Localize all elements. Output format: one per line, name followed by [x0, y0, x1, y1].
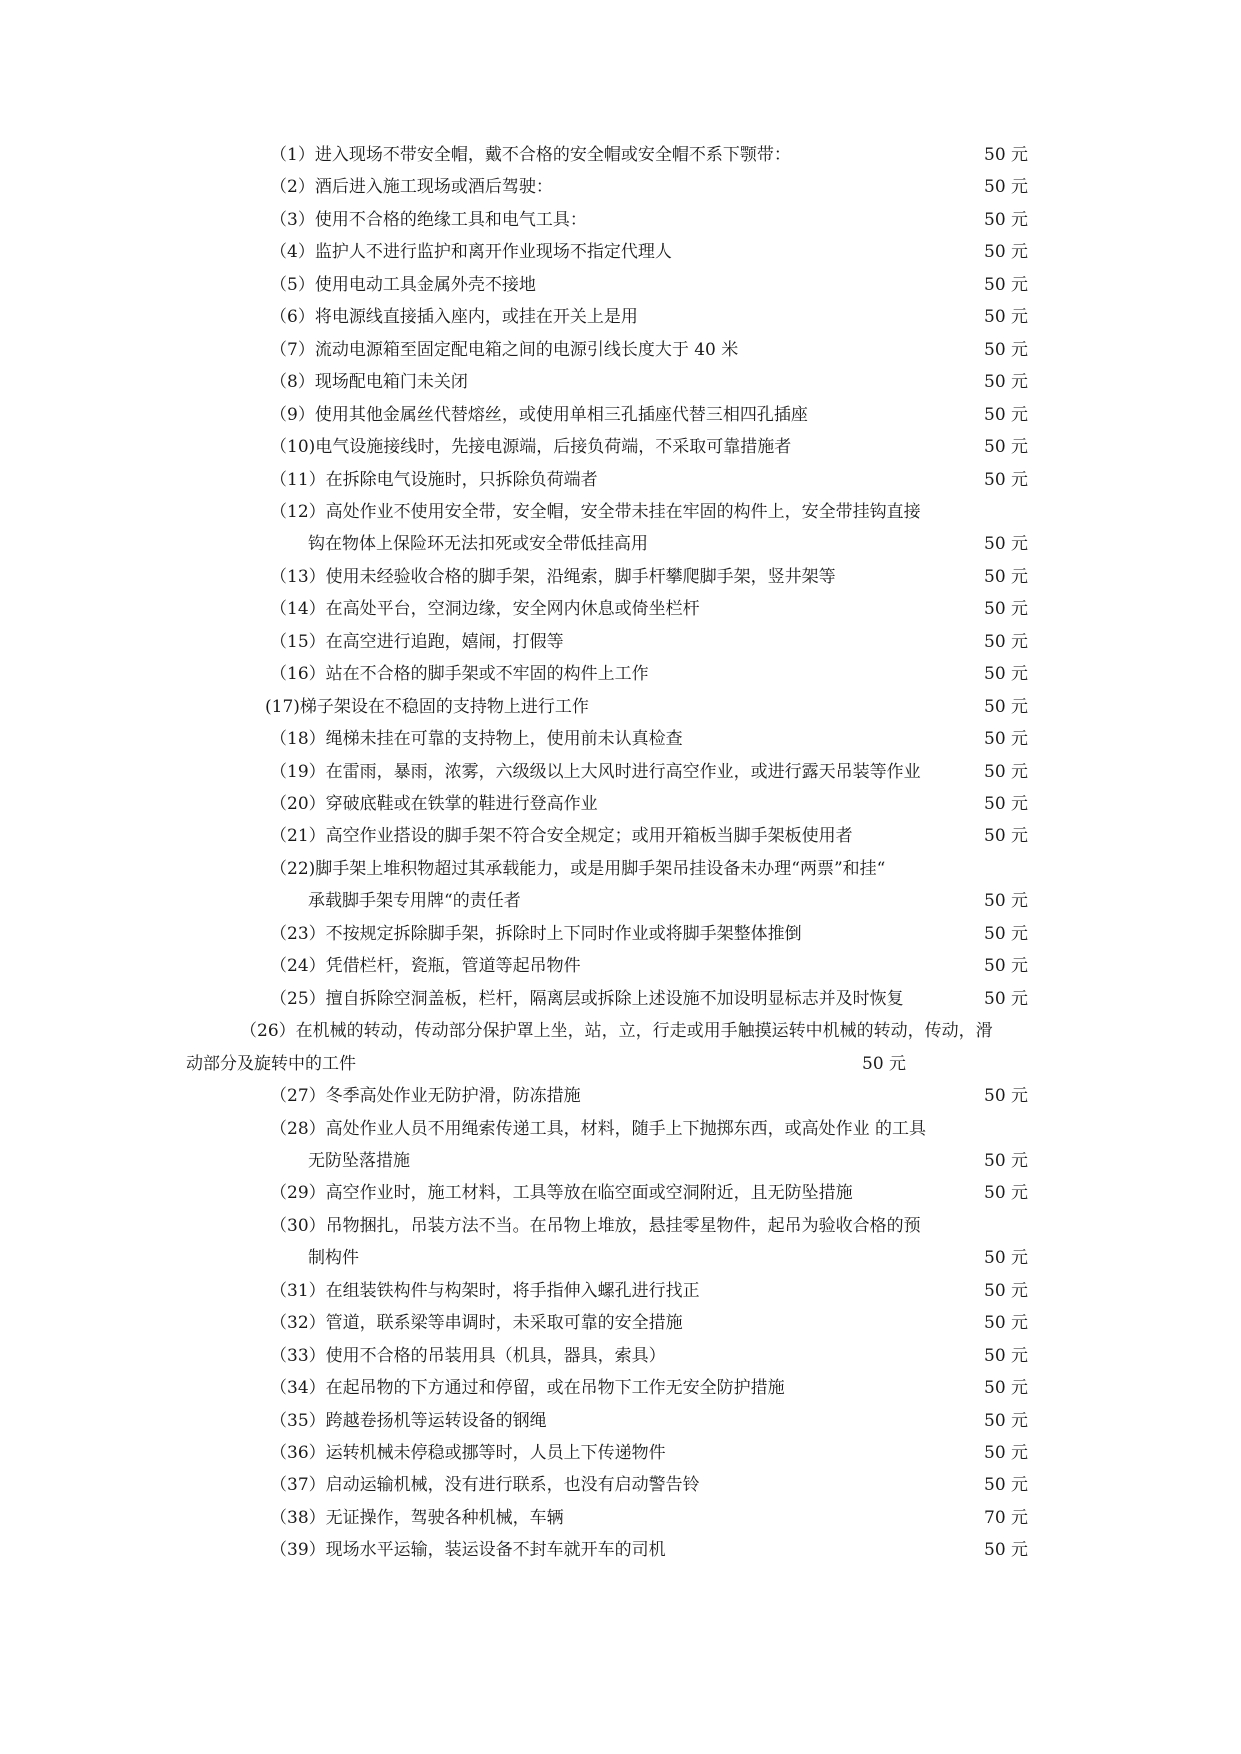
- rule-fine: 50 元: [984, 566, 1029, 587]
- rule-fine: 50 元: [984, 729, 1029, 750]
- rule-text: （16）站在不合格的脚手架或不牢固的构件上工作: [270, 664, 649, 685]
- rule-fine: 50 元: [984, 469, 1029, 490]
- rule-text: （11）在拆除电气设施时，只拆除负荷端者: [270, 469, 598, 490]
- rule-text: （15）在高空进行追跑，嬉闹，打假等: [270, 631, 564, 652]
- rule-fine: 50 元: [984, 339, 1029, 360]
- rule-fine: 50 元: [984, 1280, 1029, 1301]
- rule-fine: 50 元: [984, 923, 1029, 944]
- rule-text: （23）不按规定拆除脚手架，拆除时上下同时作业或将脚手架整体推倒: [270, 923, 802, 944]
- rule-text: (17)梯子架设在不稳固的支持物上进行工作: [265, 696, 589, 717]
- rule-fine: 50 元: [984, 437, 1029, 458]
- rule-fine: 50 元: [984, 1183, 1029, 1204]
- rule-text: （36）运转机械未停稳或挪等时，人员上下传递物件: [270, 1443, 666, 1463]
- rule-text: （22)脚手架上堆积物超过其承载能力，或是用脚手架吊挂设备未办理“两票”和挂“: [270, 858, 886, 879]
- rule-text: （29）高空作业时，施工材料，工具等放在临空面或空洞附近，且无防坠措施: [270, 1183, 853, 1204]
- rule-text: （24）凭借栏杆，瓷瓶，管道等起吊物件: [270, 956, 581, 977]
- rule-fine: 50 元: [984, 534, 1029, 555]
- rule-text: （25）擅自拆除空洞盖板，栏杆，隔离层或拆除上述设施不加设明显标志并及时恢复: [270, 988, 904, 1009]
- rule-fine: 50 元: [984, 826, 1029, 847]
- rule-fine: 50 元: [984, 1150, 1029, 1171]
- rule-fine: 50 元: [984, 209, 1029, 230]
- rule-fine: 50 元: [984, 242, 1029, 263]
- rule-fine: 50 元: [984, 761, 1029, 782]
- rule-text-continuation: 制构件: [308, 1248, 359, 1269]
- rule-fine: 50 元: [984, 664, 1029, 685]
- rule-text-continuation: 动部分及旋转中的工件: [186, 1053, 356, 1074]
- rule-fine: 70 元: [984, 1507, 1029, 1528]
- rule-text: （10)电气设施接线时，先接电源端，后接负荷端，不采取可靠措施者: [270, 437, 792, 458]
- rule-text: （6）将电源线直接插入座内，或挂在开关上是用: [270, 307, 638, 328]
- rule-fine: 50 元: [984, 1443, 1029, 1463]
- rule-fine: 50 元: [984, 307, 1029, 328]
- rule-text: （13）使用未经验收合格的脚手架，沿绳索，脚手杆攀爬脚手架，竖井架等: [270, 566, 836, 587]
- rule-text: （32）管道，联系梁等串调时，未采取可靠的安全措施: [270, 1313, 683, 1334]
- rule-fine: 50 元: [984, 1540, 1029, 1561]
- rule-text: （39）现场水平运输，装运设备不封车就开车的司机: [270, 1540, 666, 1561]
- rule-text: （30）吊物捆扎，吊装方法不当。在吊物上堆放，悬挂零星物件，起吊为验收合格的预: [270, 1215, 921, 1236]
- rule-fine: 50 元: [984, 177, 1029, 198]
- rule-text: （7）流动电源箱至固定配电箱之间的电源引线长度大于 40 米: [270, 339, 739, 360]
- rule-text: （8）现场配电箱门未关闭: [270, 372, 468, 393]
- rule-text: （4）监护人不进行监护和离开作业现场不指定代理人: [270, 242, 672, 263]
- rule-text: （35）跨越卷扬机等运转设备的钢绳: [270, 1410, 547, 1431]
- rule-text: （9）使用其他金属丝代替熔丝，或使用单相三孔插座代替三相四孔插座: [270, 404, 808, 425]
- rule-text: （27）冬季高处作业无防护滑，防冻措施: [270, 1086, 581, 1107]
- rule-fine: 50 元: [984, 404, 1029, 425]
- rule-text-continuation: 承载脚手架专用牌“的责任者: [308, 891, 521, 912]
- rule-fine: 50 元: [984, 372, 1029, 393]
- rule-text: （31）在组装铁构件与构架时，将手指伸入螺孔进行找正: [270, 1280, 700, 1301]
- rule-fine: 50 元: [984, 145, 1029, 165]
- rule-fine: 50 元: [984, 599, 1029, 620]
- rule-fine: 50 元: [984, 1475, 1029, 1496]
- rule-text: （5）使用电动工具金属外壳不接地: [270, 274, 536, 295]
- rule-fine: 50 元: [984, 696, 1029, 717]
- rule-text: （33）使用不合格的吊装用具（机具，器具，索具）: [270, 1345, 666, 1366]
- rule-fine: 50 元: [984, 274, 1029, 295]
- rule-text: （2）酒后进入施工现场或酒后驾驶：: [270, 177, 553, 198]
- rule-text: （14）在高处平台，空洞边缘，安全网内休息或倚坐栏杆: [270, 599, 700, 620]
- rule-text: （26）在机械的转动，传动部分保护罩上坐，站，立，行走或用手触摸运转中机械的转动，传动，滑: [240, 1021, 993, 1042]
- rule-text: （18）绳梯未挂在可靠的支持物上，使用前未认真检查: [270, 729, 683, 750]
- rule-fine: 50 元: [984, 891, 1029, 912]
- rule-fine: 50 元: [984, 1086, 1029, 1107]
- rule-fine: 50 元: [984, 1345, 1029, 1366]
- rule-fine: 50 元: [984, 794, 1029, 814]
- rule-text: （38）无证操作，驾驶各种机械，车辆: [270, 1507, 564, 1528]
- rule-text: （20）穿破底鞋或在铁掌的鞋进行登高作业: [270, 794, 598, 814]
- rule-text: （1）进入现场不带安全帽，戴不合格的安全帽或安全帽不系下颚带：: [270, 145, 791, 165]
- rule-fine: 50 元: [862, 1053, 907, 1074]
- rule-text-continuation: 无防坠落措施: [308, 1150, 410, 1171]
- rule-text: （28）高处作业人员不用绳索传递工具，材料，随手上下抛掷东西，或高处作业 的工具: [270, 1118, 927, 1139]
- rule-text: （37）启动运输机械，没有进行联系，也没有启动警告铃: [270, 1475, 700, 1496]
- rule-fine: 50 元: [984, 1248, 1029, 1269]
- rule-text: （3）使用不合格的绝缘工具和电气工具：: [270, 209, 587, 230]
- rule-text: （12）高处作业不使用安全带，安全帽，安全带未挂在牢固的构件上，安全带挂钩直接: [270, 501, 921, 522]
- rule-text-continuation: 钩在物体上保险环无法扣死或安全带低挂高用: [308, 534, 648, 555]
- rule-fine: 50 元: [984, 1410, 1029, 1431]
- rule-text: （34）在起吊物的下方通过和停留，或在吊物下工作无安全防护措施: [270, 1378, 785, 1399]
- rule-fine: 50 元: [984, 1378, 1029, 1399]
- rule-fine: 50 元: [984, 988, 1029, 1009]
- rule-text: （19）在雷雨，暴雨，浓雾，六级级以上大风时进行高空作业，或进行露天吊装等作业: [270, 761, 921, 782]
- rule-fine: 50 元: [984, 956, 1029, 977]
- rule-text: （21）高空作业搭设的脚手架不符合安全规定；或用开箱板当脚手架板使用者: [270, 826, 853, 847]
- rule-fine: 50 元: [984, 1313, 1029, 1334]
- rule-fine: 50 元: [984, 631, 1029, 652]
